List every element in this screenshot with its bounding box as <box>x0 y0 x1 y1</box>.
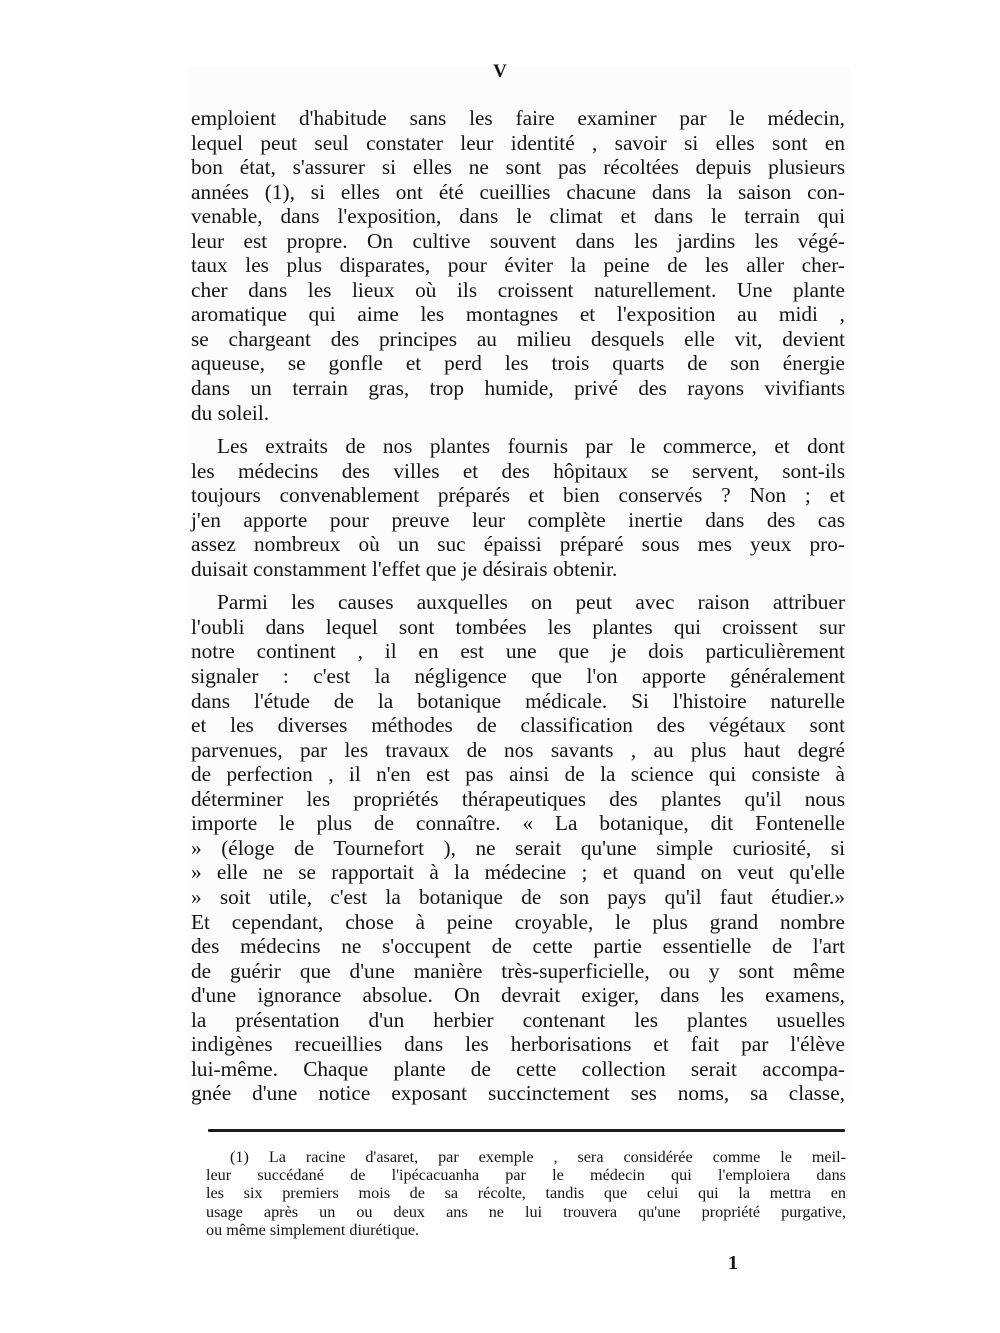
text-line: dans un terrain gras, trop humide, privé des rayons vivifiants <box>191 376 845 401</box>
text-line: des médecins ne s'occupent de cette partie essentielle de l'art <box>191 934 845 959</box>
paragraph-3 <box>191 590 845 1105</box>
text-line: toujours convenablement préparés et bien conservés ? Non ; et <box>191 483 845 508</box>
signature-mark: 1 <box>728 1252 738 1274</box>
text-line: venable, dans l'exposition, dans le climat et dans le terrain qui <box>191 204 845 229</box>
text-line: les médecins des villes et des hôpitaux se servent, sont-ils <box>191 458 845 483</box>
text-line: de perfection , il n'en est pas ainsi de la science qui consiste à <box>191 762 845 787</box>
text-line: Parmi les causes auxquelles on peut avec raison attribuer <box>217 590 845 615</box>
text-line: » soit utile, c'est la botanique de son pays qu'il faut étudier.» <box>191 884 845 909</box>
footnote-line: ou même simplement diurétique. <box>206 1220 420 1239</box>
text-line: signaler : c'est la négligence que l'on apporte généralement <box>191 664 845 689</box>
text-line: et les diverses méthodes de classification des végétaux sont <box>191 713 845 738</box>
text-line: » (éloge de Tournefort ), ne serait qu'une simple curiosité, si <box>191 835 845 860</box>
footnote-line: (1) La racine d'asaret, par exemple , sera considérée comme le meil- <box>230 1148 846 1166</box>
text-line: de guérir que d'une manière très-superficielle, ou y sont même <box>191 958 845 983</box>
text-line: se chargeant des principes au milieu desquels elle vit, devient <box>191 326 845 351</box>
text-line: Les extraits de nos plantes fournis par le commerce, et dont <box>217 434 845 459</box>
paragraph-2 <box>191 434 845 581</box>
body-text <box>191 106 845 1106</box>
text-line: du soleil. <box>191 400 270 425</box>
text-line: Et cependant, chose à peine croyable, le plus grand nombre <box>191 909 845 934</box>
text-line: parvenues, par les travaux de nos savants , au plus haut degré <box>191 737 845 762</box>
footnote-1 <box>206 1148 846 1239</box>
text-line: lui-même. Chaque plante de cette collection serait accompa- <box>191 1056 845 1081</box>
text-line: d'une ignorance absolue. On devrait exiger, dans les examens, <box>191 983 845 1008</box>
text-line: années (1), si elles ont été cueillies chacune dans la saison con- <box>191 179 845 204</box>
text-line: importe le plus de connaître. « La botanique, dit Fontenelle <box>191 811 845 836</box>
text-line: j'en apporte pour preuve leur complète inertie dans des cas <box>191 507 845 532</box>
text-line: bon état, s'assurer si elles ne sont pas récoltées depuis plusieurs <box>191 155 845 180</box>
text-line: aqueuse, se gonfle et perd les trois quarts de son énergie <box>191 351 845 376</box>
text-line: duisait constamment l'effet que je désirais obtenir. <box>191 556 618 581</box>
text-line: taux les plus disparates, pour éviter la peine de les aller cher- <box>191 253 845 278</box>
text-line: l'oubli dans lequel sont tombées les plantes qui croissent sur <box>191 614 845 639</box>
footnote-line: les six premiers mois de sa récolte, tandis que celui qui la mettra en <box>206 1184 846 1203</box>
text-line: cher dans les lieux où ils croissent naturellement. Une plante <box>191 277 845 302</box>
text-line: gnée d'une notice exposant succinctement ses noms, sa classe, <box>191 1081 845 1106</box>
text-line: emploient d'habitude sans les faire examiner par le médecin, <box>191 106 845 130</box>
text-line: assez nombreux où un suc épaissi préparé sous mes yeux pro- <box>191 532 845 557</box>
footnote-line: leur succédané de l'ipécacuanha par le médecin qui l'emploiera dans <box>206 1166 846 1185</box>
text-line: » elle ne se rapportait à la médecine ; et quand on veut qu'elle <box>191 860 845 885</box>
text-line: la présentation d'un herbier contenant les plantes usuelles <box>191 1007 845 1032</box>
footnote-line: usage après un ou deux ans ne lui trouvera qu'une propriété purgative, <box>206 1202 846 1221</box>
text-line: lequel peut seul constater leur identité , savoir si elles sont en <box>191 130 845 155</box>
text-line: aromatique qui aime les montagnes et l'exposition au midi , <box>191 302 845 327</box>
text-line: dans l'étude de la botanique médicale. Si l'histoire naturelle <box>191 688 845 713</box>
running-head-page-number: V <box>493 61 507 82</box>
paragraph-1 <box>191 106 845 425</box>
footnote-separator-rule <box>208 1129 845 1132</box>
text-line: notre continent , il en est une que je dois particulièrement <box>191 639 845 664</box>
text-line: déterminer les propriétés thérapeutiques des plantes qu'il nous <box>191 786 845 811</box>
text-line: leur est propre. On cultive souvent dans les jardins les végé- <box>191 228 845 253</box>
text-line: indigènes recueillies dans les herborisations et fait par l'élève <box>191 1032 845 1057</box>
